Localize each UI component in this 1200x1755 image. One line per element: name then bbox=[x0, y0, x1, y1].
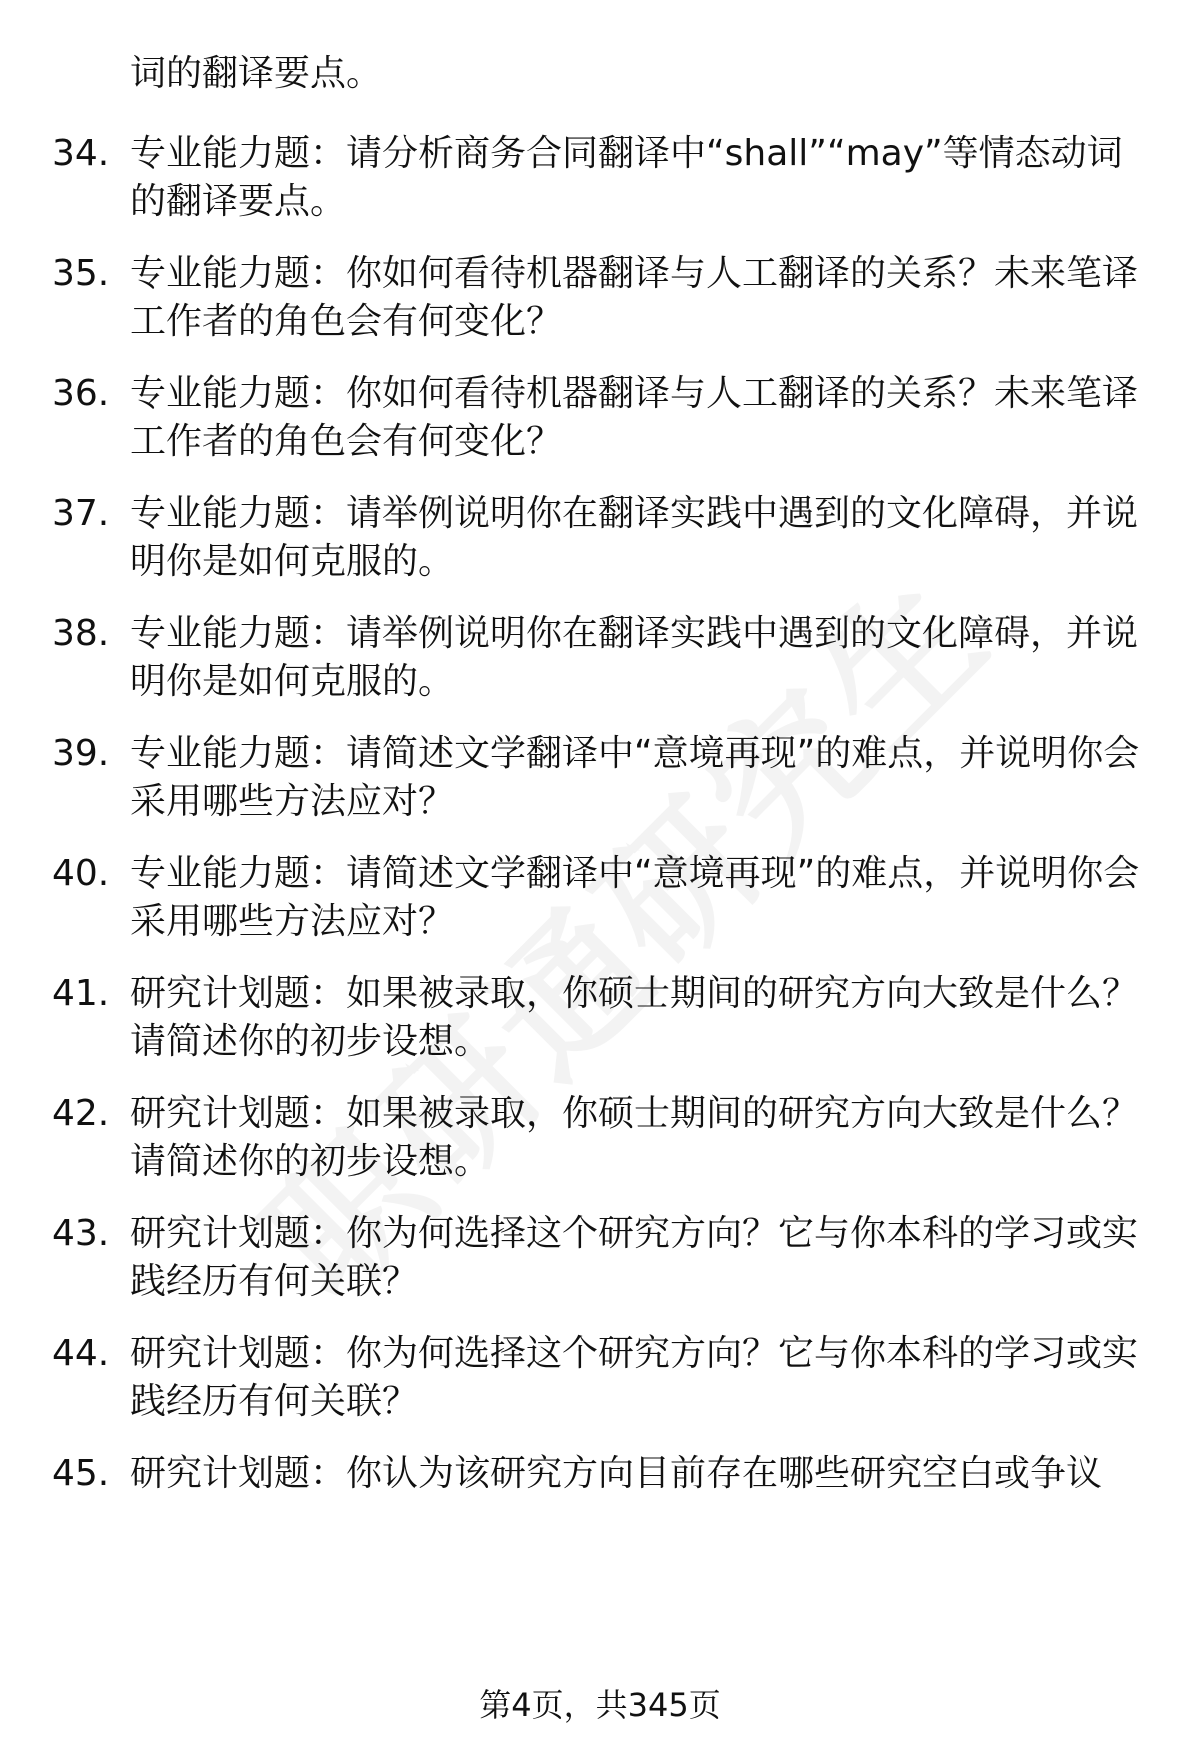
item-text: 词的翻译要点。 bbox=[130, 53, 383, 94]
item-text: 专业能力题：请举例说明你在翻译实践中遇到的文化障碍，并说明你是如何克服的。 bbox=[130, 613, 1139, 702]
item-number: 42. bbox=[52, 1093, 110, 1134]
list-item bbox=[52, 50, 1152, 98]
list-item bbox=[52, 130, 1152, 226]
item-number: 45. bbox=[52, 1453, 110, 1494]
list-item bbox=[52, 250, 1152, 346]
item-text: 专业能力题：请简述文学翻译中“意境再现”的难点，并说明你会采用哪些方法应对？ bbox=[130, 733, 1140, 822]
item-text: 研究计划题：你认为该研究方向目前存在哪些研究空白或争议 bbox=[130, 1453, 1103, 1494]
item-number: 35. bbox=[52, 253, 110, 294]
item-text: 专业能力题：你如何看待机器翻译与人工翻译的关系？未来笔译工作者的角色会有何变化？ bbox=[130, 253, 1139, 342]
page-footer: 第4页，共345页 bbox=[479, 1686, 721, 1724]
item-number: 40. bbox=[52, 853, 110, 894]
item-text: 研究计划题：你为何选择这个研究方向？它与你本科的学习或实践经历有何关联？ bbox=[130, 1213, 1139, 1302]
list-item bbox=[52, 1450, 1152, 1498]
item-number: 37. bbox=[52, 493, 110, 534]
list-item bbox=[52, 730, 1152, 826]
item-number: 34. bbox=[52, 133, 110, 174]
item-text: 专业能力题：请简述文学翻译中“意境再现”的难点，并说明你会采用哪些方法应对？ bbox=[130, 853, 1140, 942]
item-number: 36. bbox=[52, 373, 110, 414]
list-item bbox=[52, 970, 1152, 1066]
item-number: 44. bbox=[52, 1333, 110, 1374]
list-item bbox=[52, 1090, 1152, 1186]
list-item bbox=[52, 1210, 1152, 1306]
item-text: 研究计划题：如果被录取，你硕士期间的研究方向大致是什么？请简述你的初步设想。 bbox=[130, 1093, 1139, 1182]
item-text: 研究计划题：如果被录取，你硕士期间的研究方向大致是什么？请简述你的初步设想。 bbox=[130, 973, 1139, 1062]
item-text: 专业能力题：请分析商务合同翻译中“shall”“may”等情态动词的翻译要点。 bbox=[130, 133, 1123, 222]
item-number: 41. bbox=[52, 973, 110, 1014]
list-item bbox=[52, 610, 1152, 706]
list-item bbox=[52, 1330, 1152, 1426]
list-item bbox=[52, 490, 1152, 586]
item-text: 专业能力题：你如何看待机器翻译与人工翻译的关系？未来笔译工作者的角色会有何变化？ bbox=[130, 373, 1139, 462]
item-number: 38. bbox=[52, 613, 110, 654]
list-item bbox=[52, 370, 1152, 466]
item-text: 专业能力题：请举例说明你在翻译实践中遇到的文化障碍，并说明你是如何克服的。 bbox=[130, 493, 1139, 582]
item-text: 研究计划题：你为何选择这个研究方向？它与你本科的学习或实践经历有何关联？ bbox=[130, 1333, 1139, 1422]
item-number: 39. bbox=[52, 733, 110, 774]
list-item bbox=[52, 850, 1152, 946]
item-number: 43. bbox=[52, 1213, 110, 1254]
